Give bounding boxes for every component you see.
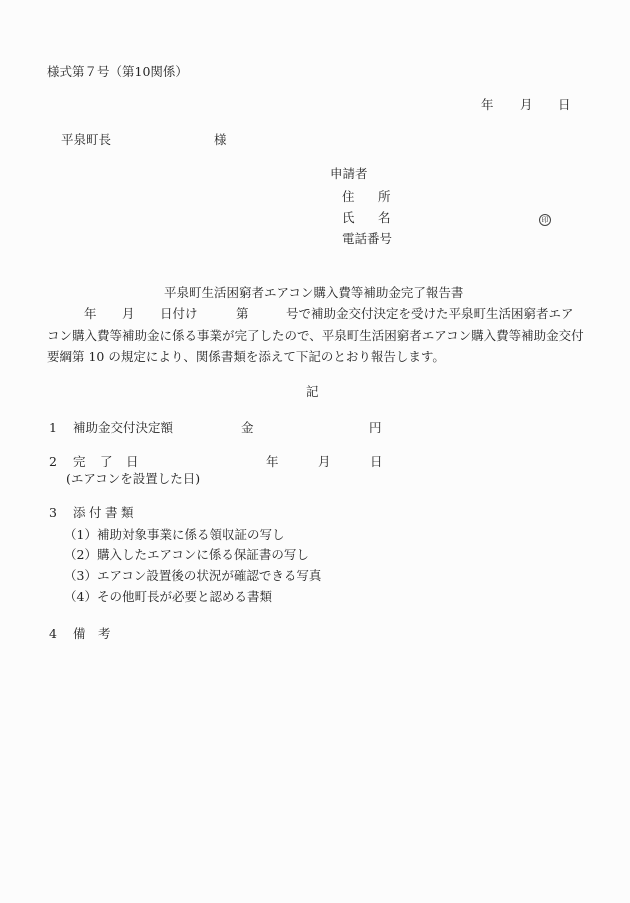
item2-day: 日 bbox=[370, 454, 383, 469]
seal-mark bbox=[539, 212, 551, 226]
body-line3: 要綱第 10 の規定により、関係書類を添えて下記のとおり報告します。 bbox=[47, 349, 445, 364]
form-number: 様式第７号（第10関係） bbox=[47, 64, 188, 79]
body-month: 月 bbox=[122, 306, 135, 321]
body-year: 年 bbox=[84, 306, 97, 321]
date-day-label: 日 bbox=[558, 97, 571, 112]
item4-label-1: 備 bbox=[73, 626, 86, 641]
ki-marker: 記 bbox=[306, 384, 319, 399]
applicant-label: 申請者 bbox=[330, 166, 368, 181]
item3-label-1: 添 bbox=[73, 505, 86, 520]
item4-number: 4 bbox=[49, 626, 57, 641]
item3-label-3: 書 bbox=[105, 505, 118, 520]
phone-label: 電話番号 bbox=[342, 231, 393, 246]
body-line1-rest: 号で補助金交付決定を受けた平泉町生活困窮者エア bbox=[286, 306, 574, 321]
address-label-1: 住 bbox=[342, 189, 355, 204]
item2-year: 年 bbox=[266, 454, 279, 469]
name-label-1: 氏 bbox=[342, 210, 355, 225]
item1-label: 補助金交付決定額 bbox=[73, 420, 174, 435]
addressee-honorific: 様 bbox=[214, 132, 227, 147]
item1-amount-suffix: 円 bbox=[369, 420, 382, 435]
body-number-prefix: 第 bbox=[236, 306, 249, 321]
item3-label-4: 類 bbox=[121, 505, 134, 520]
date-year-label: 年 bbox=[481, 97, 494, 112]
item4-label-2: 考 bbox=[98, 626, 111, 641]
item2-label-2: 了 bbox=[100, 454, 113, 469]
address-label-2: 所 bbox=[378, 189, 391, 204]
body-day-dated: 日付け bbox=[160, 306, 198, 321]
addressee-name: 平泉町長 bbox=[61, 132, 112, 147]
item3-subitem-2: （2）購入したエアコンに係る保証書の写し bbox=[64, 547, 309, 562]
item3-subitem-4: （4）その他町長が必要と認める書類 bbox=[64, 589, 272, 604]
item2-number: 2 bbox=[49, 454, 57, 469]
item1-number: 1 bbox=[49, 420, 57, 435]
date-month-label: 月 bbox=[520, 97, 533, 112]
item1-amount-prefix: 金 bbox=[241, 420, 254, 435]
item3-subitem-3: （3）エアコン設置後の状況が確認できる写真 bbox=[64, 568, 322, 583]
seal-icon: 印 bbox=[539, 214, 551, 226]
item2-note: (エアコンを設置した日) bbox=[66, 471, 201, 486]
item3-subitem-1: （1）補助対象事業に係る領収証の写し bbox=[64, 527, 285, 542]
item2-month: 月 bbox=[318, 454, 331, 469]
item3-number: 3 bbox=[49, 505, 57, 520]
body-line2: コン購入費等補助金に係る事業が完了したので、平泉町生活困窮者エアコン購入費等補助金交付 bbox=[47, 328, 584, 343]
item2-label-3: 日 bbox=[126, 454, 139, 469]
item3-label-2: 付 bbox=[89, 505, 102, 520]
name-label-2: 名 bbox=[378, 210, 391, 225]
item2-label-1: 完 bbox=[73, 454, 86, 469]
document-title: 平泉町生活困窮者エアコン購入費等補助金完了報告書 bbox=[164, 285, 464, 300]
